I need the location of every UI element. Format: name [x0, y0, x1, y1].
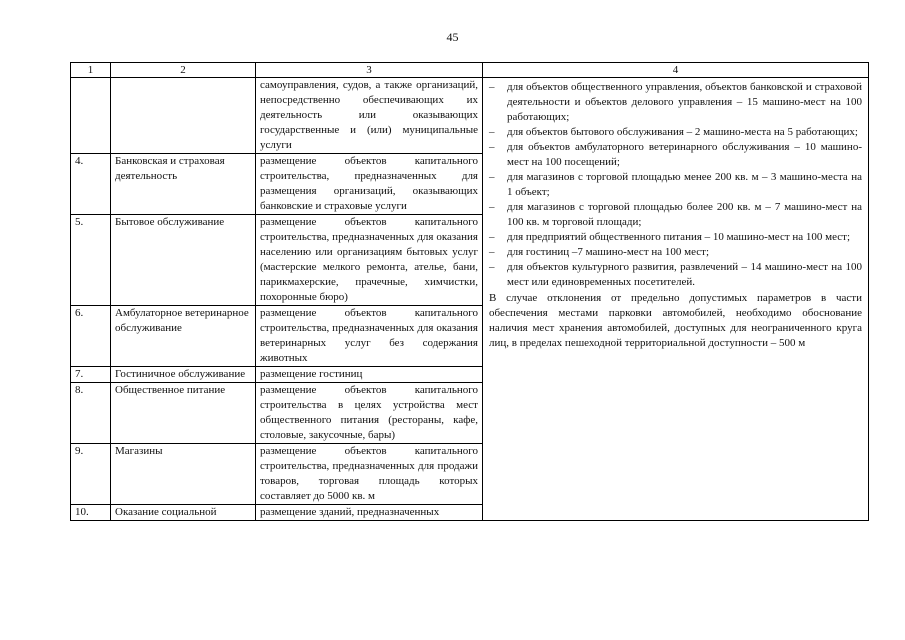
cell-desc: размещение объектов капитального строительства, предназначенных для размещения организаций, оказывающих банковские и страховые услуги	[256, 154, 483, 215]
parking-bullet: – для предприятий общественного питания – 10 машино-мест на 100 мест;	[489, 231, 851, 243]
cell-name: Банковская и страховая деятельность	[111, 154, 256, 215]
parking-requirements-cell	[483, 78, 869, 521]
cell-desc: самоуправления, судов, а также организаций, непосредственно обеспечивающих их деятельность или оказывающих государственные и (или) муниципальные услуги	[256, 78, 483, 154]
parking-bullet: – для объектов культурного развития, развлечений – 14 машино-мест на 100 мест или единовременных посетителей.	[489, 261, 862, 288]
cell-desc: размещение объектов капитального строительства, предназначенных для продажи товаров, торговая площадь которых составляет до 5000 кв. м	[256, 444, 483, 505]
cell-desc: размещение зданий, предназначенных	[256, 505, 483, 521]
parking-deviation-paragraph: В случае отклонения от предельно допустимых параметров в части обеспечения местами парковки автомобилей, необходимо обоснование наличия мест хранения автомобилей, доступных для неограниченного круга лиц, в пределах пешеходной территориальной доступности – 500 м	[489, 292, 862, 349]
cell-name: Бытовое обслуживание	[111, 215, 256, 306]
cell-name: Оказание социальной	[111, 505, 256, 521]
cell-num: 9.	[71, 444, 111, 505]
cell-name: Магазины	[111, 444, 256, 505]
parking-bullet: – для гостиниц –7 машино-мест на 100 мест;	[489, 246, 710, 258]
cell-desc: размещение гостиниц	[256, 367, 483, 383]
cell-desc: размещение объектов капитального строительства, предназначенных для оказания ветеринарных услуг без содержания животных	[256, 306, 483, 367]
header-col-2: 2	[111, 63, 256, 78]
header-col-1: 1	[71, 63, 111, 78]
cell-num: 8.	[71, 383, 111, 444]
header-col-4: 4	[483, 63, 869, 78]
cell-num: 5.	[71, 215, 111, 306]
cell-num: 7.	[71, 367, 111, 383]
cell-num	[71, 78, 111, 154]
parking-bullet: – для объектов амбулаторного ветеринарного обслуживания – 10 машино-мест на 100 посещений;	[489, 141, 862, 168]
cell-name: Амбулаторное ветеринарное обслуживание	[111, 306, 256, 367]
cell-num: 4.	[71, 154, 111, 215]
table-header-row	[71, 63, 869, 78]
cell-num: 6.	[71, 306, 111, 367]
cell-name: Гостиничное обслуживание	[111, 367, 256, 383]
cell-name	[111, 78, 256, 154]
cell-num: 10.	[71, 505, 111, 521]
parking-bullet: – для магазинов с торговой площадью менее 200 кв. м – 3 машино-места на 1 объект;	[489, 171, 862, 198]
parking-bullet: – для объектов бытового обслуживания – 2 машино-места на 5 работающих;	[489, 126, 858, 138]
parking-bullet: – для объектов общественного управления, объектов банковской и страховой деятельности и объектов делового управления – 15 машино-мест на 100 работающих;	[489, 81, 862, 123]
parking-bullet: – для магазинов с торговой площадью более 200 кв. м – 7 машино-мест на 100 кв. м торговой площади;	[489, 201, 862, 228]
page-number: 45	[446, 30, 459, 44]
cell-desc: размещение объектов капитального строительства, предназначенных для оказания населению или организациям бытовых услуг (мастерские мелкого ремонта, ателье, бани, парикмахерские, прачечные, химчистки, похоронные бюро)	[256, 215, 483, 306]
cell-name: Общественное питание	[111, 383, 256, 444]
land-use-table	[70, 62, 869, 521]
table-row-continuation	[71, 78, 869, 154]
cell-desc: размещение объектов капитального строительства в целях устройства мест общественного питания (рестораны, кафе, столовые, закусочные, бары)	[256, 383, 483, 444]
header-col-3: 3	[256, 63, 483, 78]
